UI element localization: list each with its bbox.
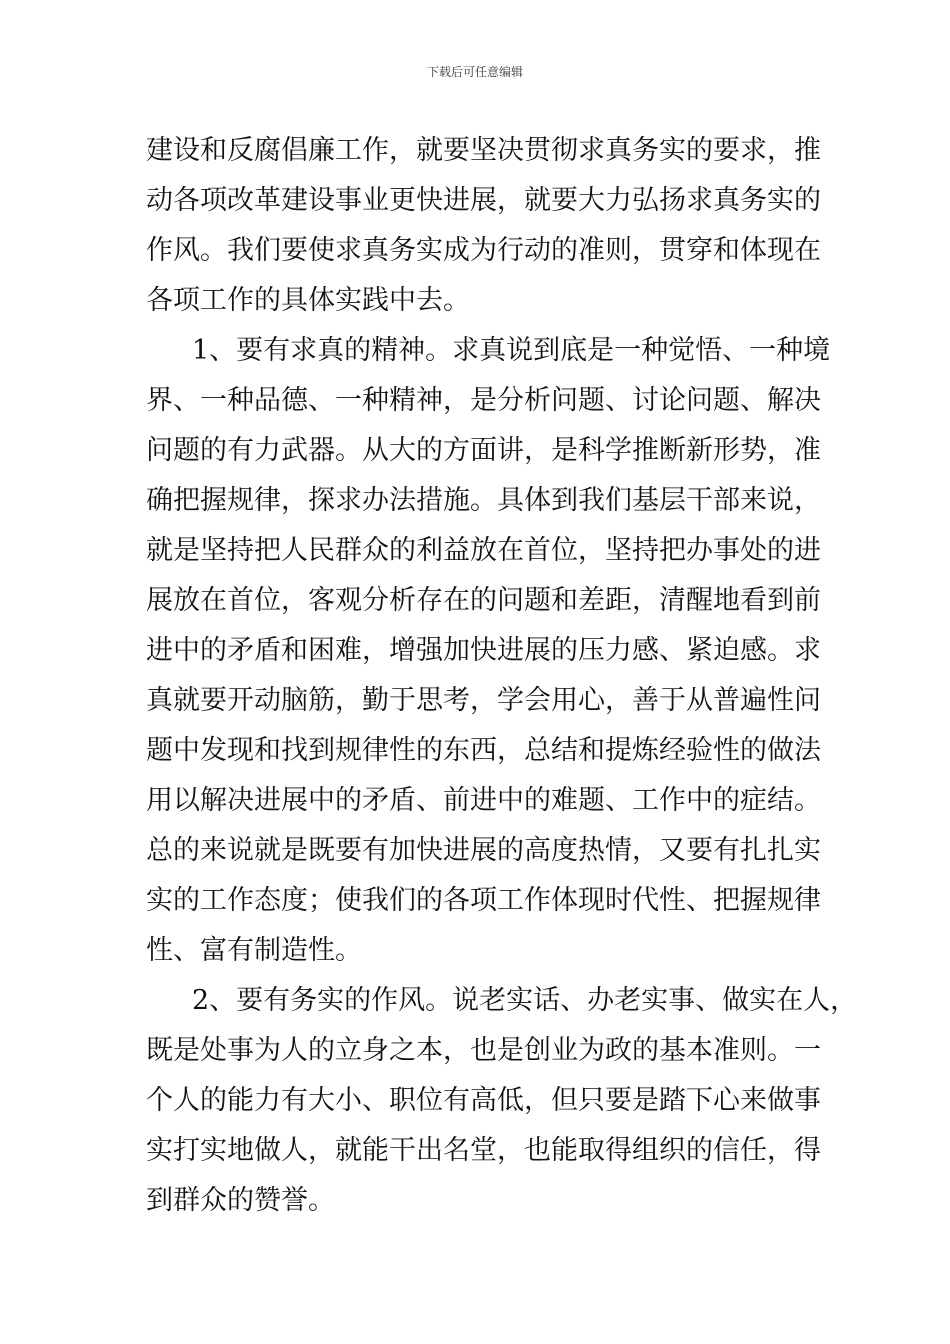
text-line: 各项工作的具体实践中去。 [146,285,470,316]
text-line: 实打实地做人，就能干出名堂，也能取得组织的信任，得 [146,1135,821,1166]
document-body [146,126,858,1226]
text-line: 动各项改革建设事业更快进展，就要大力弘扬求真务实的 [146,185,821,216]
text-line: 题中发现和找到规律性的东西，总结和提炼经验性的做法 [146,735,821,766]
text-line: 个人的能力有大小、职位有高低，但只要是踏下心来做事 [146,1085,821,1116]
text-line: 就是坚持把人民群众的利益放在首位，坚持把办事处的进 [146,535,821,566]
text-line: 实的工作态度；使我们的各项工作体现时代性、把握规律 [146,885,821,916]
text-line: 总的来说就是既要有加快进展的高度热情，又要有扎扎实 [146,835,821,866]
text-line: 既是处事为人的立身之本，也是创业为政的基本准则。一 [146,1035,821,1066]
header-note: 下载后可任意编辑 [426,65,523,79]
text-line: 到群众的赞誉。 [146,1185,335,1216]
text-line: 用以解决进展中的矛盾、前进中的难题、工作中的症结。 [146,785,821,816]
text-line: 真就要开动脑筋，勤于思考，学会用心，善于从普遍性问 [146,685,821,716]
text-line: 建设和反腐倡廉工作，就要坚决贯彻求真务实的要求，推 [146,135,821,166]
paragraph-2-first-line: 2、要有务实的作风。说老实话、办老实事、做实在人， [192,985,858,1016]
text-line: 作风。我们要使求真务实成为行动的准则，贯穿和体现在 [146,235,821,266]
text-line: 问题的有力武器。从大的方面讲，是科学推断新形势，准 [146,435,821,466]
text-line: 确把握规律，探求办法措施。具体到我们基层干部来说， [146,485,821,516]
text-line: 性、富有制造性。 [146,935,362,966]
text-line: 进中的矛盾和困难，增强加快进展的压力感、紧迫感。求 [146,635,821,666]
text-line: 展放在首位，客观分析存在的问题和差距，清醒地看到前 [146,585,821,616]
text-line: 界、一种品德、一种精神，是分析问题、讨论问题、解决 [146,385,821,416]
paragraph-1-first-line: 1、要有求真的精神。求真说到底是一种觉悟、一种境 [192,335,831,366]
